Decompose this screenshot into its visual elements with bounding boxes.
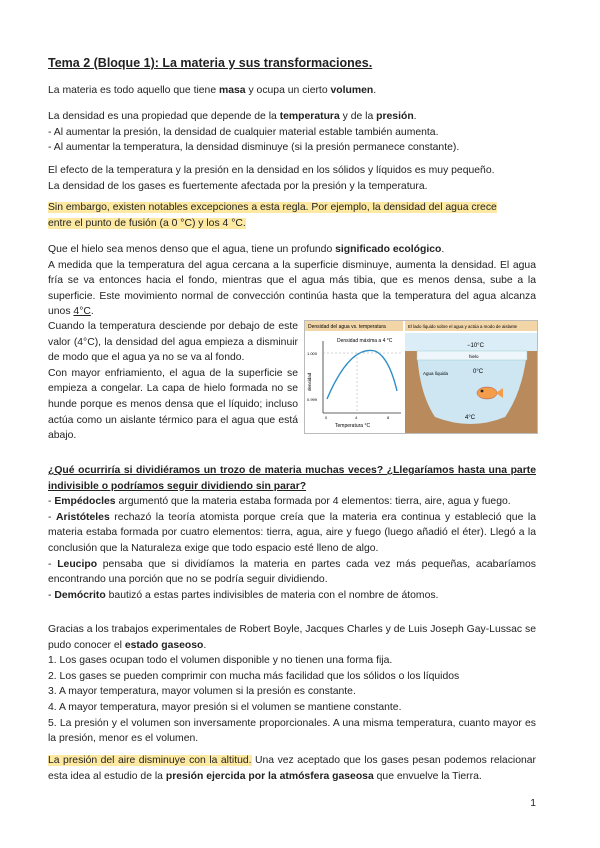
right-figure-title: El lado líquido sobre el agua y actúa a modo de aislante	[408, 324, 518, 329]
gas-law-item: 5. La presión y el volumen son inversamente proporcionales. A una misma temperatura, cuanto mayor es la presión, menor es el volumen.	[48, 717, 536, 745]
ecology-paragraph: Que el hielo sea menos denso que el agua, tiene un profundo significado ecológico. A medida que la temperatura del agua cercana a la superficie disminuye, aumenta la densidad. El agua fría se va entonces hacia el fondo, mientras que el agua más tibia, que es menos densa, sube a la superficie. Este movimiento normal de convección continúa hasta que la temperatura del agua alcanza unos 4°C.	[48, 244, 536, 318]
left-figure-title: Densidad del agua vs. temperatura	[308, 324, 386, 330]
curve-label: Densidad máxima a 4 °C	[337, 338, 393, 344]
density-curve	[327, 350, 397, 399]
page-number: 1	[530, 798, 536, 809]
ice-label: hielo	[469, 354, 479, 359]
effect-paragraph: El efecto de la temperatura y la presión en la densidad en los sólidos y líquidos es muy pequeño. La densidad de los gases es fuertemente afectada por la presión y la temperatura.	[48, 165, 495, 192]
x-tick-8: 8	[387, 415, 390, 420]
gas-law-item: 1. Los gases ocupan todo el volumen disponible y no tienen una forma fija.	[48, 655, 393, 667]
gas-law-item: 2. Los gases se pueden comprimir con mucha más facilidad que los sólidos o los líquidos	[48, 670, 460, 682]
water-label: Agua líquida	[423, 371, 449, 376]
fish-eye-icon	[481, 390, 484, 393]
air-temp-label: −10°C	[467, 343, 484, 349]
y-axis-label: densidad	[307, 372, 312, 391]
y-tick-1: 1.000	[307, 351, 318, 356]
zero-temp-label: 0°C	[473, 369, 484, 375]
section-question: ¿Qué ocurriría si dividiéramos un trozo de materia muchas veces? ¿Llegaríamos hasta una parte indivisible o podríamos seguir dividiendo sin parar?	[48, 465, 536, 492]
pressure-paragraph: La presión del aire disminuye con la altitud. Una vez aceptado que los gases pesan podemos relacionar esta idea al estudio de la presión ejercida por la atmósfera gaseosa que envuelve la Tierra.	[48, 755, 536, 782]
definition-paragraph: La materia es todo aquello que tiene masa y ocupa un cierto volumen.	[48, 85, 377, 96]
x-axis-label: Temperatura °C	[335, 423, 371, 429]
fish-icon	[477, 387, 497, 399]
water-density-figure	[304, 320, 538, 434]
atomism-section: ¿Qué ocurriría si dividiéramos un trozo de materia muchas veces? ¿Llegaríamos hasta una parte indivisible o podríamos seguir dividiendo sin parar? - Empédocles argumentó que la materia estaba formada por 4 elementos: tierra, aire, agua y fuego. - Aristóteles rechazó la teoría atomista porque creía que la materia era continua y estableció que la materia estaba formada por cuatro elementos: tierra, agua, aire y fuego (luego añadió el éter). Llegó a la conclusión que la Naturaleza exige que todo espacio esté lleno de algo. - Leucipo pensaba que si dividíamos la materia en partes cada vez más pequeñas, acabaríamos encontrando una porción que no se podría seguir dividiendo. - Demócrito bautizó a estas partes indivisibles de materia con el nombre de átomos.	[48, 465, 536, 601]
highlight-exception: Sin embargo, existen notables excepciones a esta regla. Por ejemplo, la densidad del agua crece entre el punto de fusión (a 0 °C) y los 4 °C.	[48, 202, 497, 229]
density-paragraph: La densidad es una propiedad que depende de la temperatura y de la presión. - Al aumentar la presión, la densidad de cualquier material estable también aumenta. - Al aumentar la temperatura, la densidad disminuye (si la presión permanece constante).	[48, 111, 460, 154]
bottom-temp-label: 4°C	[465, 415, 476, 421]
gas-laws-section: Gracias a los trabajos experimentales de Robert Boyle, Jacques Charles y de Luis Joseph Gay-Lussac se pudo conocer el estado gaseoso. 1. Los gases ocupan todo el volumen disponible y no tienen una forma fija. 2. Los gases se pueden comprimir con mucha más facilidad que los sólidos o los líquidos 3. A mayor temperatura, mayor volumen si la presión es constante. 4. A mayor temperatura, mayor presión si el volumen se mantiene constante. 5. La presión y el volumen son inversamente proporcionales. A una misma temperatura, cuanto mayor es la presión, menor es el volumen.	[48, 622, 536, 747]
y-tick-2: 0.999	[307, 397, 318, 402]
x-tick-4: 4	[355, 415, 358, 420]
x-tick-0: 0	[325, 415, 328, 420]
gas-law-item: 4. A mayor temperatura, mayor presión si el volumen se mantiene constante.	[48, 701, 402, 713]
page-title: Tema 2 (Bloque 1): La materia y sus transformaciones.	[48, 56, 373, 70]
cooling-paragraph: Cuando la temperatura desciende por debajo de este valor (4°C), la densidad del agua empieza a disminuir de modo que el agua ya no se va al fondo. Con mayor enfriamiento, el agua de la superficie se empieza a congelar. La capa de hielo formada no se hunde porque es menos densa que el líquido; incluso actúa como un aislante térmico para el agua que está abajo.	[48, 321, 298, 442]
gas-law-item: 3. A mayor temperatura, mayor volumen si la presión es constante.	[48, 686, 356, 698]
